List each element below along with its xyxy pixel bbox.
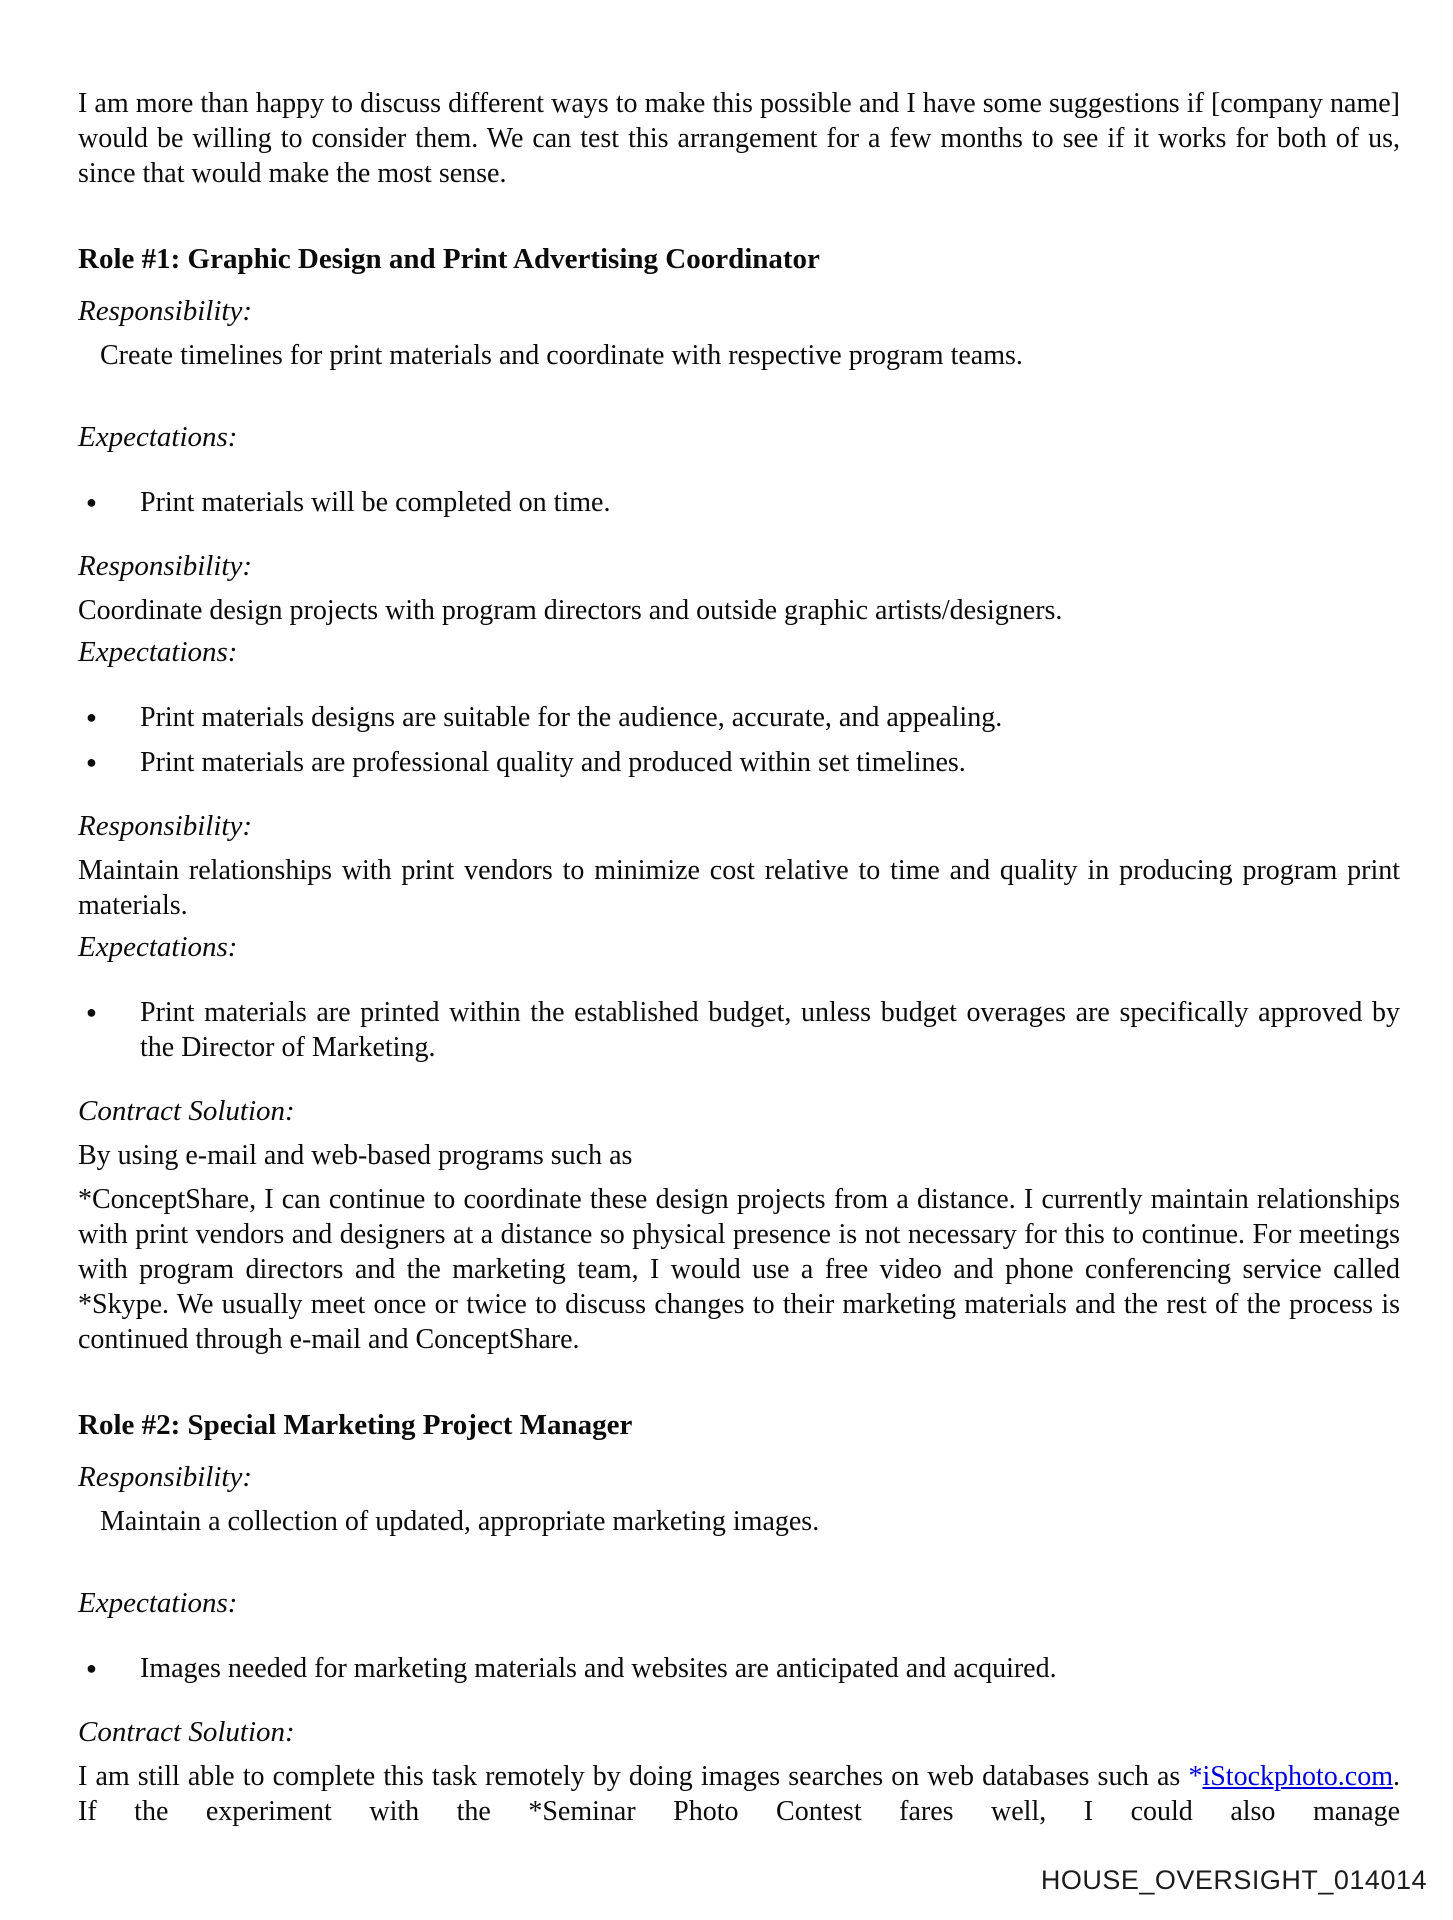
- bullet-item: [78, 745, 1400, 780]
- field-label: Expectations:: [78, 1587, 238, 1619]
- text-segment: . If the experiment with the *Seminar Photo Contest fares well, I could also manage: [78, 1761, 1400, 1827]
- paragraph: I am more than happy to discuss different ways to make this possible and I have some suggestions if [company name] would be willing to consider them. We can test this arrangement for a few months to see if it works for both of us, since that would make the most sense.: [78, 88, 1400, 189]
- field-label: Expectations:: [78, 421, 238, 453]
- field-label: Contract Solution:: [78, 1095, 295, 1127]
- bates-number: HOUSE_OVERSIGHT_014014: [1040, 1865, 1427, 1895]
- bullet-text: Print materials are printed within the established budget, unless budget overages are specifically approved by the Director of Marketing.: [140, 997, 1400, 1063]
- paragraph: [78, 1759, 1400, 1829]
- text-segment: I am still able to complete this task remotely by doing images searches on web databases such as: [78, 1761, 1189, 1792]
- bullet-icon: ●: [86, 492, 97, 512]
- bullet-text: Print materials will be completed on time.: [140, 487, 611, 518]
- role-heading: Role #2: Special Marketing Project Manager: [78, 1409, 633, 1441]
- field-label: Responsibility:: [78, 810, 252, 842]
- link-asterisk: *: [1188, 1761, 1203, 1792]
- paragraph: *ConceptShare, I can continue to coordinate these design projects from a distance. I currently maintain relationships with print vendors and designers at a distance so physical presence is not necessary for this to continue. For meetings with program directors and the marketing team, I would use a free video and phone conferencing service called *Skype. We usually meet once or twice to discuss changes to their marketing materials and the rest of the process is continued through e-mail and ConceptShare.: [78, 1184, 1400, 1355]
- bullet-icon: ●: [86, 707, 97, 727]
- bullet-item: [78, 700, 1400, 735]
- paragraph: Maintain relationships with print vendors to minimize cost relative to time and quality in producing program print materials.: [78, 855, 1400, 921]
- paragraph: Coordinate design projects with program directors and outside graphic artists/designers.: [78, 595, 1063, 626]
- bullet-text: Images needed for marketing materials and websites are anticipated and acquired.: [140, 1653, 1057, 1684]
- bullet-text: Print materials designs are suitable for the audience, accurate, and appealing.: [140, 702, 1003, 733]
- bullet-text: Print materials are professional quality and produced within set timelines.: [140, 747, 966, 778]
- field-label: Expectations:: [78, 636, 238, 668]
- field-label: Contract Solution:: [78, 1716, 295, 1748]
- bullet-icon: ●: [86, 1658, 97, 1678]
- istockphoto-link[interactable]: iStockphoto.com: [1202, 1761, 1393, 1792]
- document-body: [78, 86, 1400, 1829]
- bullet-item: [78, 995, 1400, 1065]
- field-label: Responsibility:: [78, 295, 252, 327]
- bullet-icon: ●: [86, 1002, 97, 1022]
- bullet-item: [78, 485, 1400, 520]
- field-label: Responsibility:: [78, 1461, 252, 1493]
- paragraph: By using e-mail and web-based programs such as: [78, 1140, 633, 1171]
- field-label: Expectations:: [78, 931, 238, 963]
- indented-line: Maintain a collection of updated, appropriate marketing images.: [100, 1506, 820, 1537]
- field-label: Responsibility:: [78, 550, 252, 582]
- bullet-item: [78, 1651, 1400, 1686]
- indented-line: Create timelines for print materials and coordinate with respective program teams.: [100, 340, 1023, 371]
- role-heading: Role #1: Graphic Design and Print Advertising Coordinator: [78, 243, 820, 275]
- bullet-icon: ●: [86, 752, 97, 772]
